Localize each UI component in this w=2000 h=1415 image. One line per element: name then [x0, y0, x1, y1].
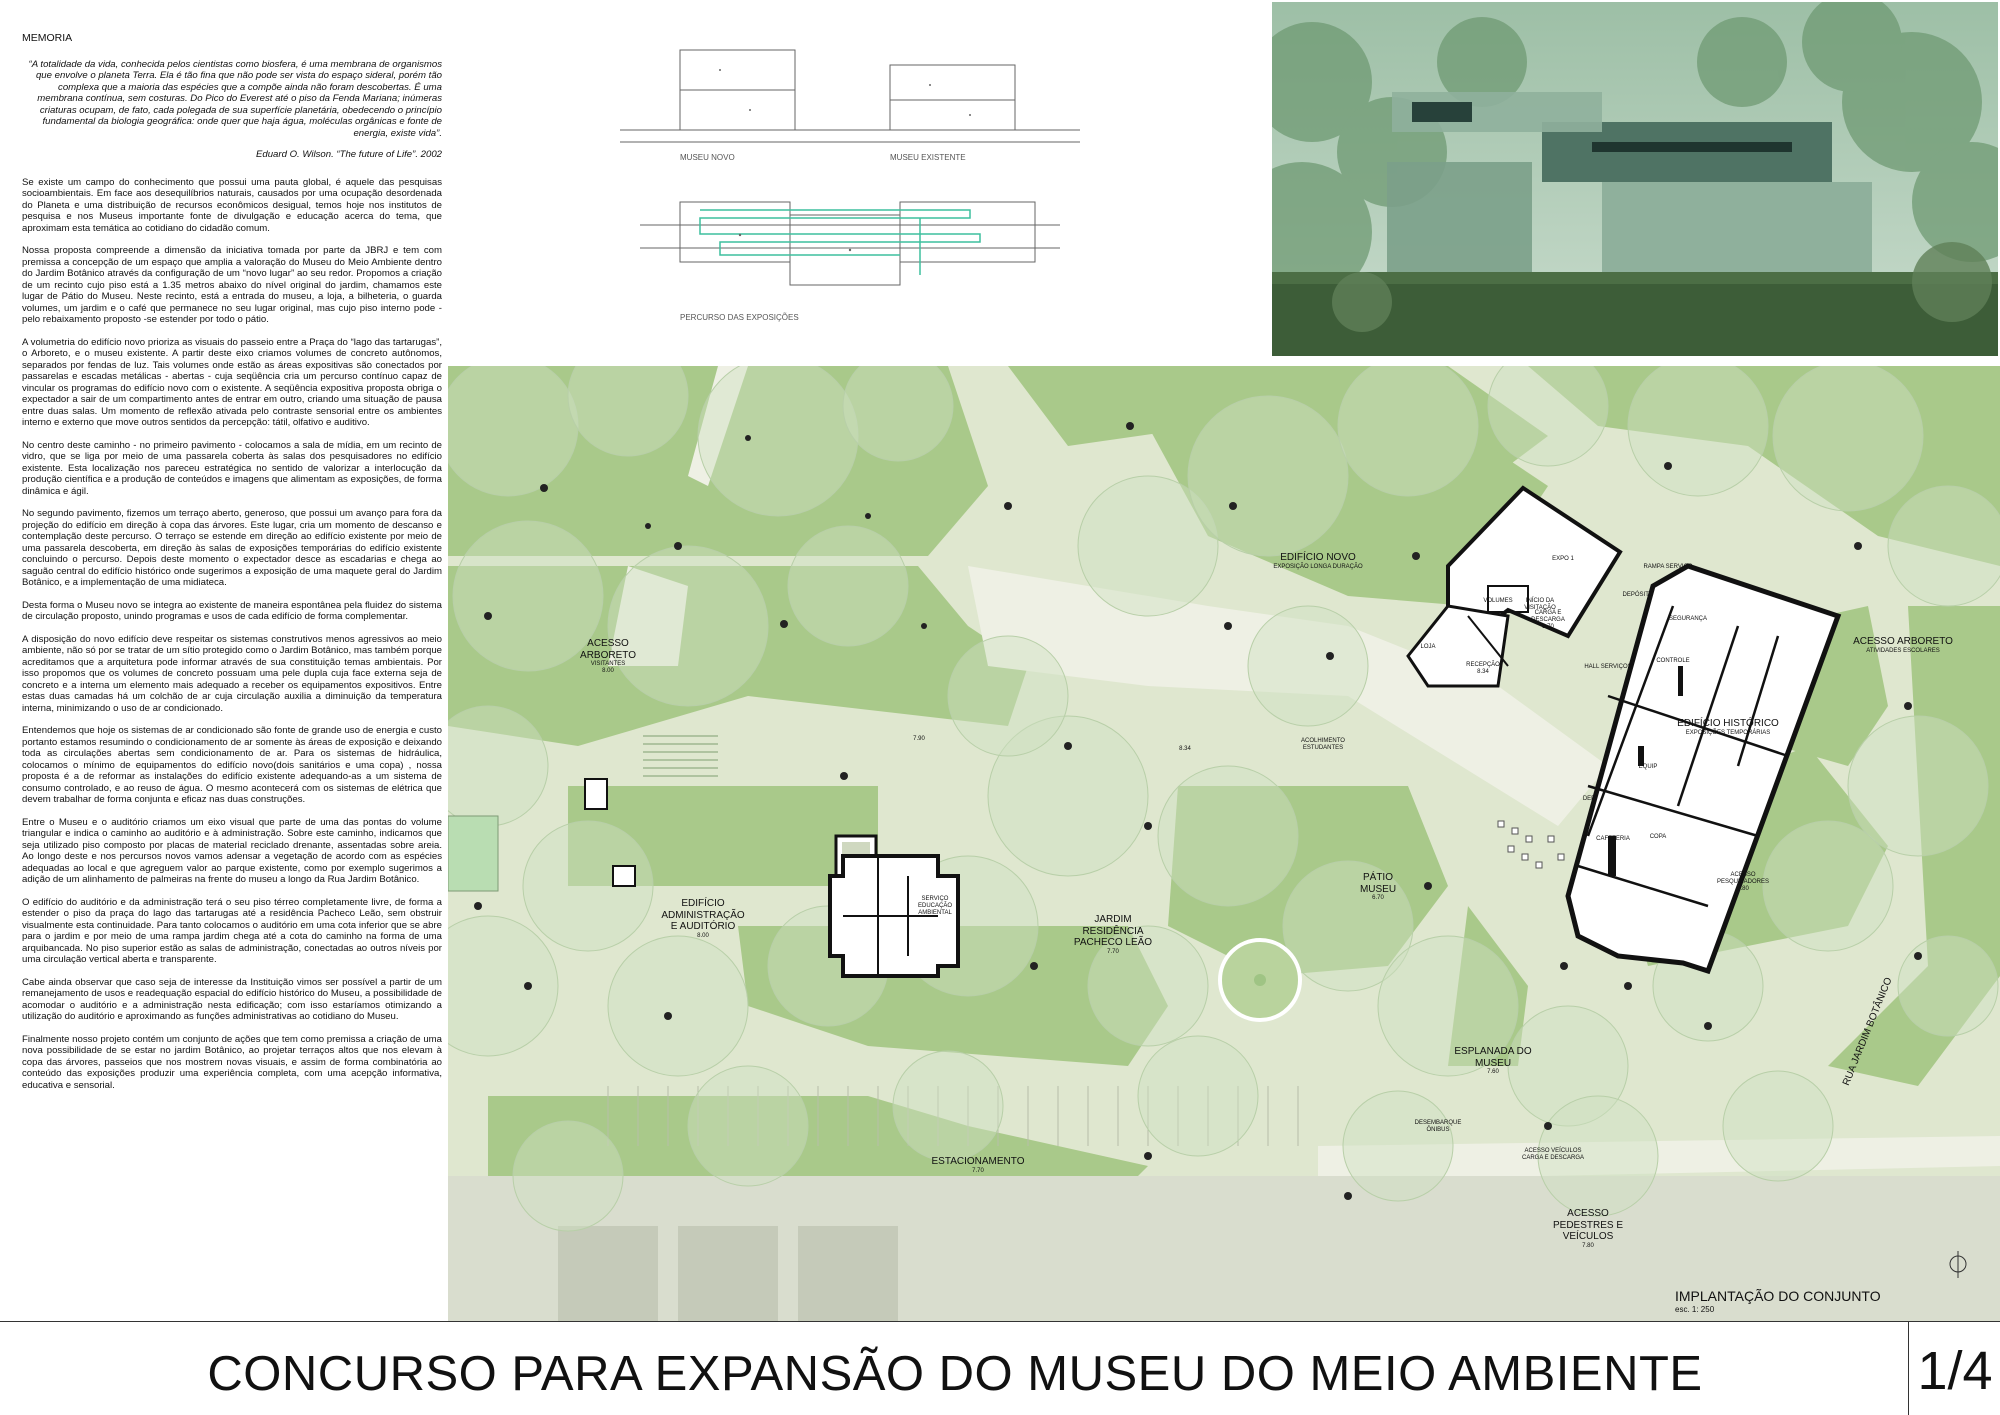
title-block [0, 1321, 2000, 1415]
memoria-paragraph: A disposição do novo edifício deve respeitar os sistemas construtivos menos agressivos ao meio ambiente, não só por se tratar de um sítio protegido como o Jardim Botânico, mas também porque acreditamos que a arquitetura pode informar através de sua constituição temas ambientais. Por isso propomos que os volumes de concreto possuam uma pele dupla cuja face externa seja de concreto e a interna um elemento mais adequado a receber os equipamentos expositivos. Entre estas duas camadas há um colchão de ar cuja circulação auxilia a diminuição da temperatura interna, minimizando o uso de ar condicionado. [22, 633, 442, 714]
label-volumes: VOLUMES [1483, 598, 1513, 604]
memoria-paragraph: Desta forma o Museu novo se integra ao existente de maneira espontânea pela fluidez do sistema de circulação proposto, unindo programas e usos de cada edifício de forma complementar. [22, 599, 442, 623]
memoria-heading: MEMORIA [22, 32, 73, 44]
street-blocks [558, 1226, 898, 1321]
memoria-paragraph: Entendemos que hoje os sistemas de ar condicionado são fonte de grande uso de energia e custo portanto estamos resumindo o condicionamento de ar somente às áreas de exposição e deixando toda as circulações abertas sem condicionamento de ar. Para os sistemas de hidráulica, colocamos o mínimo de equipamentos do edifício novo(dois sanitários e uma copa) , nossa proposta é a de reformar as instalações do edifício existente adequando-as a um sistema de consumo controlado, e ao reuso de água. O mesmo acontecerá com os sistemas de elétrica que devem trabalhar de forma conjunta e eficaz nas duas construções. [22, 725, 442, 806]
sketch-label-existente: MUSEU EXISTENTE [890, 153, 966, 162]
label-copa: COPA [1649, 834, 1667, 840]
memoria-paragraph: No segundo pavimento, fizemos um terraço aberto, generoso, que possui um avanço para fora da projeção do edifício em direção à copa das árvores. Este lugar, cria um momento de descanso e contemplação deste percurso. O terraço se estende em direção ao edifício existente por meio de uma passarela descoberta, em direção às salas de exposições temporárias do edifício existente concluindo o percurso. Depois deste momento o expectador desce as escadarias e chega ao saguão central do edifício histórico onde sugerimos a exposição de uma maquete geral do Jardim Botânico, e a implementação de uma midiateca. [22, 508, 442, 589]
label-controle: CONTROLE [1656, 658, 1690, 664]
site-plan-drawing [448, 366, 2000, 1321]
label-dep: DEP [1582, 796, 1596, 802]
memoria-paragraph: Finalmente nosso projeto contém um conjunto de ações que tem como premissa a criação de uma nova possibilidade de se estar no jardim Botânico, ao projetar terraços altos que nos elevam à copa das árvores, passeios que nos mostrem novas visuais, e assim de forma combinatória ao conteúdo das exposições produzir uma experiência completa, com uma acepção informativa, educativa e sensorial. [22, 1033, 442, 1091]
sketch-label-novo: MUSEU NOVO [680, 153, 735, 162]
memoria-paragraph: Se existe um campo do conhecimento que possui uma pauta global, é aquele das pesquisas socioambientais. Em face aos desequilíbrios naturais, causados por uma ocupação desordenada do Planeta e uma distribuição de recursos econômicos desigual, temos hoje nos institutos de pesquisa e nos Museus importante fonte de divulgação e educação acerca do tema, que aproximam esta temática ao cotidiano do cidadão comum. [22, 176, 442, 234]
label-desembarque: DESEMBARQUE ÔNIBUS [1414, 1120, 1462, 1133]
epigraph-quote: “A totalidade da vida, conhecida pelos cientistas como biosfera, é uma membrana de organismos que envolve o planeta Terra. Ela é tão fina que não pode ser vista do espaço sideral, porém tão complexa que a maioria das espécies que a compõe ainda não foram descobertas. É uma membrana contínua, sem costuras. Do Pico do Everest até o piso da Fenda Mariana; inúmeras criaturas ocupam, de fato, cada polegada de sua superfície planetária, obedecendo o princípio fundamental da biologia geográfica: onde quer que haja água, moléculas orgânicas e fonte de energia, existe vida”. [28, 58, 442, 139]
board-title: CONCURSO PARA EXPANSÃO DO MUSEU DO MEIO AMBIENTE [207, 1347, 1703, 1401]
memoria-paragraph: Cabe ainda observar que caso seja de interesse da Instituição vimos ser possível a partir de um remanejamento de usos e readequação espacial do edifício histórico do Museu, a possibilidade de acomodar o auditório e a administração nesta edificação; com isso estaríamos otimizando a utilização do auditório e aproximando as funções administrativas ao cotidiano do Museu. [22, 976, 442, 1023]
label-acesso-pedestres: ACESSO PEDESTRES E VEÍCULOS 7.80 [1552, 1208, 1624, 1249]
label-rua-jardim-botanico: RUA JARDIM BOTÂNICO [1841, 976, 1895, 1088]
label-edificio-admin: EDIFÍCIO ADMINISTRAÇÃO E AUDITÓRIO 8.00 [661, 898, 745, 939]
render-image [1272, 2, 1998, 356]
memoria-paragraph: A volumetria do edifício novo prioriza as visuais do passeio entre a Praça do “lago das tartarugas”, o Arboreto, e o museu existente. A partir deste eixo criamos volumes de concreto autônomos, separados por fendas de luz. Tais volumes onde estão as áreas expositivas são conectados por passarelas e escadas metálicas - abertas - cuja seqüência cria um percurso contínuo capaz de vincular os programas do edifício novo com o existente. A seqüência expositiva proposta obriga o expectador a sair de um compartimento antes de entrar em outro, criando uma situação de pausa entre duas salas. Um momento de reflexão ativada pelo contraste sensorial entre os ambientes interno e externo que move outros sentidos da percepção: tátil, olfativo e auditivo. [22, 336, 442, 429]
label-inicio-visitacao: INÍCIO DA VISITAÇÃO [1524, 598, 1556, 611]
label-servico-educacao: SERVIÇO EDUCAÇÃO AMBIENTAL [917, 896, 952, 916]
pool [448, 816, 498, 891]
epigraph-citation: Eduard O. Wilson. “The future of Life”. 2002 [255, 149, 442, 161]
sketch-drawing [600, 30, 1100, 330]
label-edificio-novo: EDIFÍCIO NOVO EXPOSIÇÃO LONGA DURAÇÃO [1273, 552, 1363, 570]
label-rampa-servico: RAMPA SERVIÇO [1643, 564, 1693, 570]
title-divider [1908, 1322, 1909, 1415]
label-seguranca: SEGURANÇA [1668, 616, 1707, 622]
label-cafeteria: CAFETERIA [1596, 836, 1630, 842]
memoria-paragraph: No centro deste caminho - no primeiro pavimento - colocamos a sala de mídia, em um recinto de vidro, que se liga por meio de uma passarela coberta às salas dos pesquisadores no edifício existente. Esta localização nos pareceu estratégica no sentido de valorizar a interlocução da produção científica e a produção de conteúdos e imagens que alimentam as exposições, de forma dinâmica e ágil. [22, 439, 442, 497]
page-number: 1/4 [1917, 1341, 1993, 1401]
label-loja: LOJA [1420, 644, 1436, 650]
label-acesso-arboreto-right: ACESSO ARBORETO ATIVIDADES ESCOLARES [1853, 636, 1953, 654]
label-expo: EXPO 1 [1552, 556, 1574, 562]
label-acesso-arboreto-left: ACESSO ARBORETO VISITANTES 8.00 [580, 638, 636, 674]
site-plan [448, 366, 2000, 1321]
label-recepcao: RECEPÇÃO 8.34 [1466, 662, 1500, 675]
memoria-paragraph: Entre o Museu e o auditório criamos um eixo visual que parte de uma das pontas do volume triangular e indica o caminho ao auditório e à administração. Sobre este caminho, indicamos que seja utilizado piso composto por placas de material reciclado drenante, assentadas sobre areia. Ao longo deste e nos percursos novos vamos adensar a vegetação de acordo com as espécies adequadas ao local e que agreguem valor ao parque existente, como por exemplo sugerimos a adição de um alinhamento de palmeiras na frente do museu a longo da Rua Jardim Botânico. [22, 816, 442, 886]
label-esplanada: ESPLANADA DO MUSEU 7.60 [1454, 1046, 1532, 1075]
label-estacionamento: ESTACIONAMENTO 7.70 [931, 1156, 1025, 1174]
sketch-label-percurso: PERCURSO DAS EXPOSIÇÕES [680, 313, 799, 322]
label-acesso-veiculos: ACESSO VEÍCULOS CARGA E DESCARGA [1521, 1148, 1584, 1161]
level-790: 7.90 [913, 736, 925, 742]
memoria-paragraph: O edifício do auditório e da administração terá o seu piso térreo completamente livre, de forma a estender o piso da praça do lago das tartarugas até a residência Pacheco Leão, sem obstruir visualmente esta continuidade. Para tanto colocamos o auditório em uma cota inferior que se abre para o jardim e por meio de uma rampa jardim chega até a cota do caminho na forma de uma arquibancada. No piso superior estão as salas de administração, conectadas ao outros níveis por uma circulação vertical aberta e transparente. [22, 896, 442, 966]
label-hall-servicos: HALL SERVIÇOS [1584, 664, 1632, 670]
label-carga-descarga: CARGA E DESCARGA 8.70 [1531, 610, 1565, 630]
label-acolhimento: ACOLHIMENTO ESTUDANTES [1301, 738, 1345, 751]
label-jardim-residencia: JARDIM RESIDÊNCIA PACHECO LEÃO 7.70 [1073, 914, 1153, 955]
label-edificio-historico: EDIFÍCIO HISTÓRICO EXPOSIÇÕES TEMPORÁRIAS [1677, 718, 1779, 736]
memoria-column [22, 32, 442, 1102]
label-patio-museu: PÁTIO MUSEU 6.70 [1359, 872, 1397, 901]
label-equip: EQUIP [1638, 764, 1658, 770]
level-834: 8.34 [1179, 746, 1191, 752]
perspective-render [1272, 2, 1998, 356]
plan-title: IMPLANTAÇÃO DO CONJUNTO [1675, 1288, 1881, 1304]
label-acesso-pesquisadores: ACESSO PESQUISADORES 7.80 [1716, 872, 1769, 892]
plan-scale: esc. 1: 250 [1675, 1305, 1715, 1314]
label-deposito: DEPÓSITO [1622, 592, 1654, 598]
memoria-paragraph: Nossa proposta compreende a dimensão da iniciativa tomada por parte da JBRJ e tem com premissa a concepção de um espaço que amplia a valoração do Museu do Meio Ambiente dentro do Jardim Botânico através da configuração de um “novo lugar” ao seu redor. Propomos a criação de um recinto cujo piso está a 1.35 metros abaixo do nível original do jardim, chamamos este lugar de Pátio do Museu. Neste recinto, está a entrada do museu, a loja, a bilheteria, o guarda volumes, um jardim e o café que permanece no seu lugar original, mas cujo piso interno pode - pelo rebaixamento proposto -se estender por todo o pátio. [22, 245, 442, 326]
concept-sketch [600, 30, 1100, 330]
